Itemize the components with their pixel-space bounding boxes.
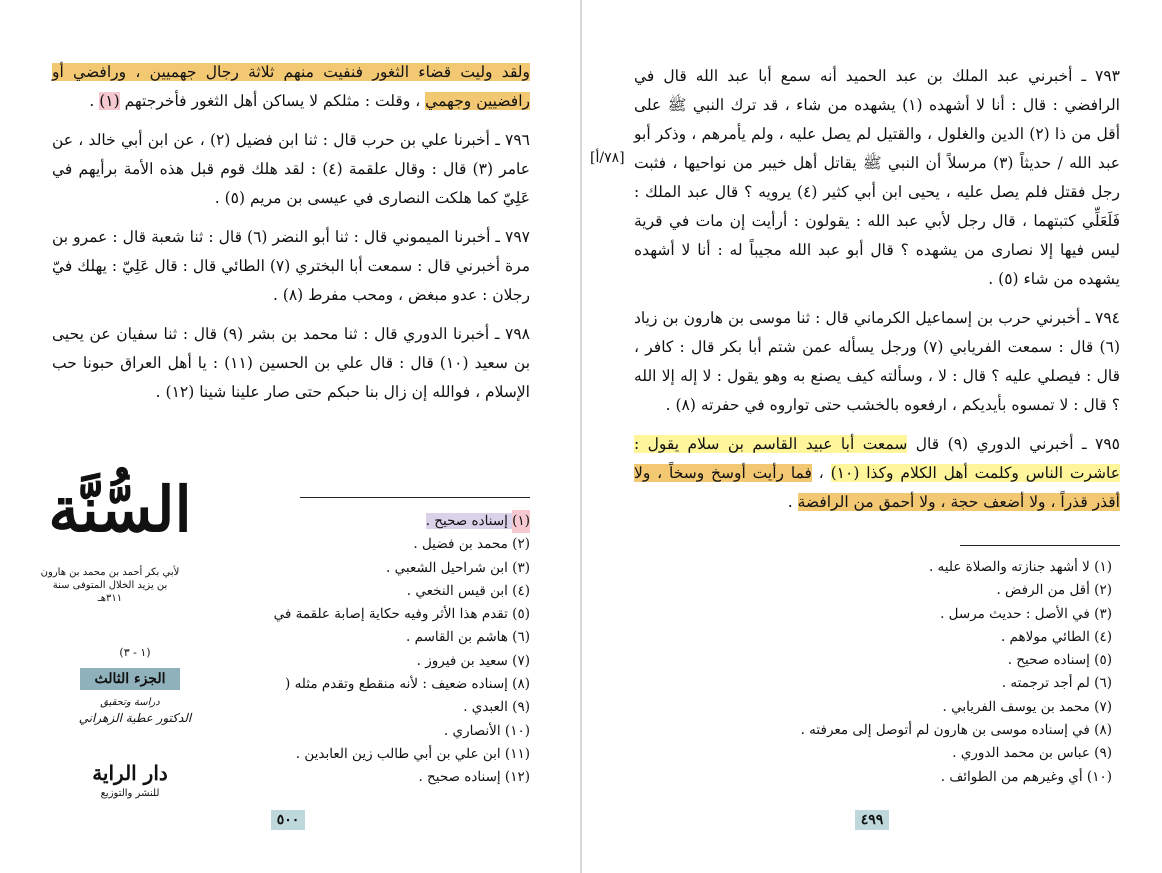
footnote-rule-right <box>960 545 1120 546</box>
footnote-text: إسناده صحيح . <box>418 769 505 786</box>
footnote-number: (٧) <box>1094 698 1112 715</box>
footnote <box>250 603 530 626</box>
footnote-text: سعيد بن فيروز . <box>416 652 513 669</box>
highlighted-text: (١) <box>99 92 120 110</box>
footnote <box>732 603 1112 626</box>
footnote-text: أقل من الرفض . <box>996 582 1095 599</box>
footnote <box>732 556 1112 579</box>
footnote-text: إسناده صحيح . <box>425 513 513 529</box>
paragraph <box>634 304 1120 420</box>
paragraph <box>52 126 530 213</box>
footnote <box>732 742 1112 765</box>
footnote-number: (٢) <box>512 536 530 553</box>
paragraph <box>52 320 530 407</box>
footnote-number: (٦) <box>1094 675 1112 692</box>
footnote-number: (٥) <box>1094 652 1112 669</box>
footnote <box>732 766 1112 789</box>
footnote <box>250 557 530 580</box>
right-page-body <box>634 62 1120 527</box>
text-segment: ٧٩٧ ـ أخبرنا الميموني قال : ثنا أبو النضر (٦) قال : ثنا شعبة قال : عمرو بن مرة أخبرني قال : سمعت أبا البختري (٧) الطائي قال : قال عَلِيّ : يهلك فيّ رجلان : عدو مبغض ، ومحب مفرط (٨) . <box>52 228 530 304</box>
footnote <box>732 579 1112 602</box>
footnote-number: (٦) <box>512 629 530 646</box>
footnote-text: العبدي . <box>463 699 513 716</box>
footnote-text: محمد بن يوسف الفريابي . <box>942 698 1095 715</box>
footnote <box>250 626 530 649</box>
footnote <box>732 649 1112 672</box>
page-500 <box>0 0 580 873</box>
footnote-number: (٨) <box>512 676 530 693</box>
footnote-text: تقدم هذا الأثر وفيه حكاية إصابة علقمة في <box>273 606 513 623</box>
footnote <box>250 743 530 766</box>
footnote-number: (٤) <box>1094 628 1112 645</box>
footnote-number: (١٠) <box>504 722 530 739</box>
footnote-text: ابن قيس النخعي . <box>406 582 513 599</box>
footnote-number: (١٠) <box>1086 768 1112 785</box>
book-title-block <box>20 470 220 820</box>
footnote <box>250 720 530 743</box>
footnote-text: الأنصاري . <box>443 722 505 739</box>
page-499 <box>582 0 1162 873</box>
text-segment: ٧٩٦ ـ أخبرنا علي بن حرب قال : ثنا ابن فضيل (٢) ، عن ابن أبي خالد ، عن عامر (٣) قال : وقال علقمة (٤) : لقد هلك قوم قبل هذه الأمة برأيهم في عَلِيّ كما هلكت النصارى في عيسى بن مريم (٥) . <box>52 131 530 207</box>
footnote-text: في إسناده موسى بن هارون لم أتوصل إلى معرفته . <box>800 722 1095 739</box>
paragraph <box>634 62 1120 294</box>
left-footnotes <box>250 510 530 790</box>
text-segment: ٧٩٤ ـ أخبرني حرب بن إسماعيل الكرماني قال : ثنا موسى بن هارون بن زياد (٦) قال : سمعت الفريابي (٧) ورجل يسأله عمن شتم أبا بكر قال : كافر ، قال : فيصلي عليه ؟ قال : لا ، وسألته كيف يصنع به وهو يقول : لا إله إلا الله ؟ قال : لا تمسوه بأيديكم ، ارفعوه بالخشب حتى تواروه في حفرته (٨) . <box>634 309 1120 414</box>
highlighted-text: ولقد وليت قضاء الثغور فنفيت منهم ثلاثة رجال جهميين ، ورافضي أو رافضيين وجهمي <box>52 63 530 110</box>
book-author: لأبي بكر أحمد بن محمد بن هارون بن يزيد الخلال المتوفى سنة ٣١١هـ <box>40 567 180 604</box>
footnote <box>250 766 530 789</box>
footnote <box>250 533 530 556</box>
footnote-text: الطائي مولاهم . <box>1000 628 1095 645</box>
footnote-text: في الأصل : حديث مرسل . <box>940 605 1095 622</box>
footnote <box>250 696 530 719</box>
editor-name: الدكتور عطية الزهراني <box>78 711 192 725</box>
margin-marker: [٧٨/أ] <box>590 150 625 166</box>
footnote-text: هاشم بن القاسم . <box>406 629 513 646</box>
footnote-text: محمد بن فضيل . <box>413 536 513 553</box>
footnote-text: ابن شراحيل الشعبي . <box>386 559 513 576</box>
text-segment: ٧٩٣ ـ أخبرني عبد الملك بن عبد الحميد أنه سمع أبا عبد الله قال في الرافضي : قال : أنا لا أشهده (١) يشهده من شاء ، قد ترك النبي ﷺ على أقل من ذا (٢) الدين والغلول ، والقتيل لم يصل عليه ، ولم يأمرهم ، وذكر أبو عبد الله / حديثاً (٣) مرسلاً أن النبي ﷺ يقاتل أهل خيبر من نواحيها ، فثبت رجل فقتل فلم يصل عليه ، يحيى ابن أبي كثير (٤) يرويه ؟ قال عبد الملك : فَلَعَلِّي كتبتهما ، قال رجل لأبي عبد الله : يقولون : أرأيت إن مات في قرية ليس فيها إلا نصارى من يشهده ؟ قال أبو عبد الله مجيباً له : أنا لا أشهده يشهده من شاء (٥) . <box>634 67 1121 288</box>
footnote-text: أي وغيرهم من الطوائف . <box>940 768 1087 785</box>
paragraph <box>52 223 530 310</box>
footnote <box>250 510 530 533</box>
footnote-text: إسناده صحيح . <box>1007 652 1095 669</box>
footnote-number: (١١) <box>504 745 530 762</box>
footnote <box>732 626 1112 649</box>
highlighted-text: سمعت أبا عبيد القاسم بن سلام يقول : عاشرت الناس وكلمت أهل الكلام وكذا (١٠) <box>634 435 1120 482</box>
footnote-rule-left <box>300 497 530 498</box>
volume-index: (١ - ٣) <box>119 646 151 659</box>
footnote <box>732 696 1112 719</box>
page-number-right: ٤٩٩ <box>855 810 889 830</box>
text-segment: . <box>787 493 798 511</box>
footnote <box>250 673 530 696</box>
volume-label: الجزء الثالث <box>80 668 180 690</box>
right-footnotes <box>732 556 1112 789</box>
left-page-body <box>52 58 530 417</box>
footnote-number: (٨) <box>1094 722 1112 739</box>
highlighted-text: فما رأيت أوسخ وسخاً ، ولا أقذر قذراً ، ولا أضعف حجة ، ولا أحمق من الرافضة <box>634 464 1120 511</box>
footnote <box>732 719 1112 742</box>
publisher-logo: دار الراية <box>92 761 168 785</box>
footnote-number: (٤) <box>512 582 530 599</box>
footnote-number: (٩) <box>512 699 530 716</box>
footnote-text: ابن علي بن أبي طالب زين العابدين . <box>295 745 505 762</box>
text-segment: ٧٩٨ ـ أخبرنا الدوري قال : ثنا محمد بن بشر (٩) قال : ثنا سفيان عن يحيى بن سعيد (١٠) قال : قال علي بن الحسين (١١) : يا أهل العراق حبونا حب الإسلام ، فوالله إن زال بنا حبكم حتى صار علينا شينا (١٢) . <box>52 325 531 401</box>
footnote-number: (١٢) <box>504 769 530 786</box>
paragraph <box>634 430 1120 517</box>
footnote-number: (٢) <box>1094 582 1112 599</box>
study-line: دراسة وتحقيق <box>100 697 160 708</box>
footnote-number: (١) <box>512 510 530 533</box>
footnote <box>732 672 1112 695</box>
text-segment: ، وقلت : مثلكم لا يساكن أهل الثغور فأخرجتهم <box>119 92 426 110</box>
footnote-text: لا أشهد جنازته والصلاة عليه . <box>928 559 1095 575</box>
text-segment: ٧٩٥ ـ أخبرني الدوري (٩) قال <box>907 435 1120 453</box>
footnote-number: (٩) <box>1094 745 1112 762</box>
footnote-number: (٣) <box>512 559 530 576</box>
footnote-number: (١) <box>1094 559 1112 575</box>
footnote <box>250 580 530 603</box>
paragraph <box>52 58 530 116</box>
footnote-number: (٥) <box>512 606 530 623</box>
publisher-subtitle: للنشر والتوزيع <box>100 788 160 799</box>
footnote-text: عباس بن محمد الدوري . <box>952 745 1095 762</box>
footnote-number: (٣) <box>1094 605 1112 622</box>
text-segment: ، <box>811 464 831 482</box>
footnote <box>250 650 530 673</box>
footnote-number: (٧) <box>512 652 530 669</box>
footnote-text: لم أجد ترجمته . <box>1001 675 1095 692</box>
footnote-text: إسناده ضعيف : لأنه منقطع وتقدم مثله ( <box>285 676 513 693</box>
page-number-left: ٥٠٠ <box>271 810 305 830</box>
book-title: السُّنَّة <box>48 473 192 546</box>
text-segment: . <box>89 92 100 110</box>
